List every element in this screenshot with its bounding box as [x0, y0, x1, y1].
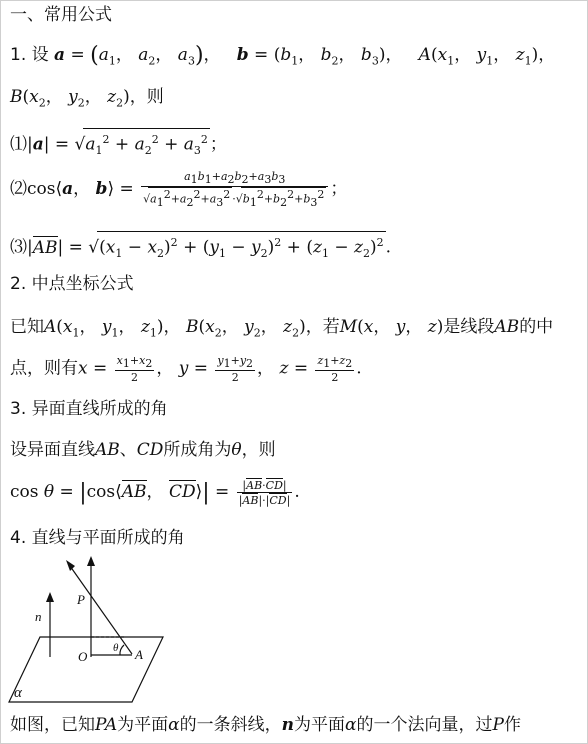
arrowhead-oblique: [66, 560, 75, 571]
formula-cosine-vectors: ⑵cos⟨a， b⟩ = $\frac{a_1b_1+a_2b_2+a_3b_3}{√a_1^2+a_2^2+a_3^2 \cdot√b_1^2+b_2^2+b_3^2}$ ；: [10, 170, 348, 210]
bottom-description-line: 如图，已知PA为平面α的一条斜线，n为平面α的一个法向量，过P作: [10, 715, 521, 735]
arrowhead-n: [46, 592, 54, 602]
label-theta: θ: [113, 642, 119, 654]
skew-lines-formula: cos θ = |cos⟨AB， CD⟩| = $\frac{|AB\cdot CD|}{|AB|\cdot|CD|}$ .: [10, 479, 300, 507]
label-a: A: [135, 647, 143, 662]
label-o: O: [78, 649, 88, 664]
section-title-skew-lines: 3. 异面直线所成的角: [10, 399, 168, 419]
midpoint-line-2: 点，则有x = $\frac{x_1+x_2}{2}$ ， y = $\frac{y_1+y_2}{2}$ ， z = $\frac{z_1+z_2}{2}$ .: [10, 354, 362, 385]
midpoint-line-1: 已知$A(x_1$， $y_1$， $z_1$)， $B(x_2$， $y_2$， $z_2$)，若M(x， y， z)是线段AB的中: [10, 317, 554, 340]
formula-magnitude: ⑴|a| = $√a_1^2 + a_2^2 + a_3^2$ ；: [10, 128, 227, 162]
oblique-line-pa: [70, 566, 132, 654]
section-title-common-formulas: 一、常用公式: [10, 5, 112, 25]
section-title-midpoint: 2. 中点坐标公式: [10, 274, 134, 294]
formula-distance: ⑶|AB| = $√(x_1 - x_2)^2 + (y_1 - y_2)^2 + (z_1 - z_2)^2$ .: [10, 231, 391, 265]
skew-lines-line-1: 设异面直线AB、CD所成角为θ，则: [10, 440, 276, 460]
label-n: n: [35, 609, 42, 624]
label-p: P: [77, 592, 85, 607]
formula-setup-line-2: $B(x_2$， $y_2$， $z_2$)，则: [10, 87, 164, 110]
arrowhead-vertical: [87, 556, 95, 566]
formula-setup-line-1: 1. 设 $a = (a_1$， $a_2$， $a_3$)， $b = (b_1$， $b_2$， $b_3$)， $A(x_1$， $y_1$， $z_1$)，: [10, 43, 556, 68]
cosine-fraction: $\frac{a_1b_1+a_2b_2+a_3b_3}{√a_1^2+a_2^2+a_3^2 \cdot√b_1^2+b_2^2+b_3^2}$: [141, 170, 328, 209]
label-alpha: α: [14, 685, 22, 701]
angle-arc: [120, 645, 124, 655]
section-title-line-plane-angle: 4. 直线与平面所成的角: [10, 528, 185, 548]
